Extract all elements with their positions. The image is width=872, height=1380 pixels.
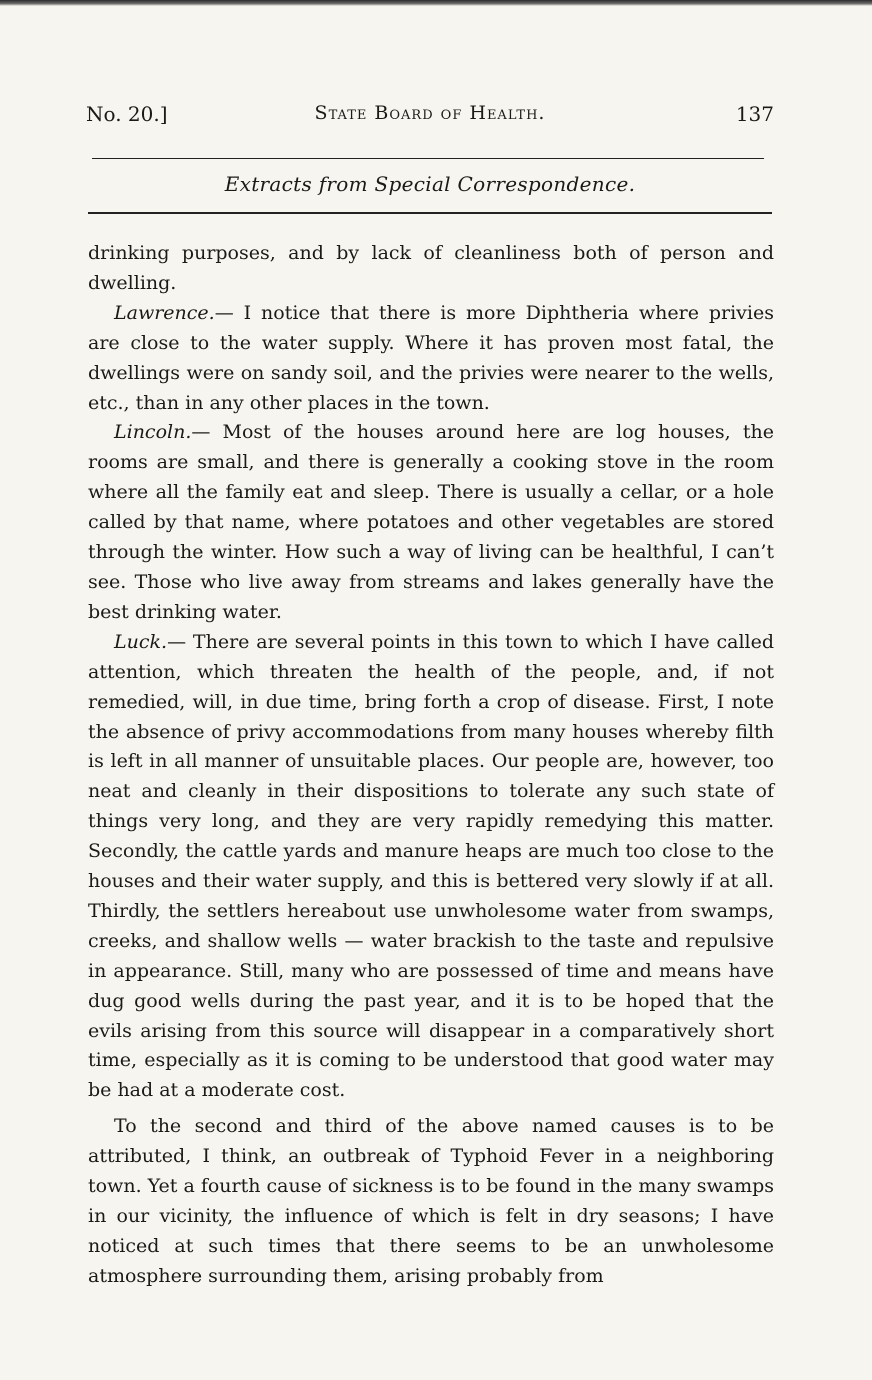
paragraph-text: — There are several points in this town to which I have called attention, which threaten the health of the people, and, if not remedied, will, in due time, bring forth a crop of disease. First, I note the absence of privy accommodations from many houses whereby filth is left in all manner of unsuitable places. Our people are, however, too neat and cleanly in their dispositions to tolerate any such state of things very long, and they are very rapidly remedying this matter. Secondly, the cattle yards and manure heaps are much too close to the houses and their water supply, and this is bettered very slowly if at all. Thirdly, the settlers hereabout use unwholesome water from swamps, creeks, and shallow wells — water brackish to the taste and repulsive in appearance. Still, many who are possessed of time and means have dug good wells during the past year, and it is to be hoped that the evils arising from this source will disappear in a comparatively short time, especially as it is coming to be understood that good water may be had at a moderate cost. — [88, 630, 774, 1102]
place-name-lawrence: Lawrence. — [114, 301, 215, 324]
document-number: No. 20.] — [86, 102, 168, 126]
paragraph-luck — [88, 628, 774, 1107]
header-rule-top — [92, 158, 764, 159]
paragraph-text: drinking purposes, and by lack of cleanliness both of person and dwelling. — [88, 242, 774, 294]
header-rule-bottom — [88, 212, 772, 214]
paragraph-text: To the second and third of the above named causes is to be attributed, I think, an outbreak of Typhoid Fever in a neighboring town. Yet a fourth cause of sickness is to be found in the many swamps in our vicinity, the influence of which is felt in dry seasons; I have noticed at such times that there seems to be an unwholesome atmosphere surrounding them, arising probably from — [88, 1115, 774, 1287]
running-title: State Board of Health. — [314, 102, 546, 124]
paragraph-lawrence — [88, 299, 774, 419]
section-subheading: Extracts from Special Correspondence. — [224, 172, 636, 196]
body-text — [88, 239, 774, 1292]
paragraph-text: — Most of the houses around here are log houses, the rooms are small, and there is generally a cooking stove in the room where all the family eat and sleep. There is usually a cellar, or a hole called by that name, where potatoes and other vegetables are stored through the winter. How such a way of living can be healthful, I can’t see. Those who live away from streams and lakes generally have the best drinking water. — [88, 421, 774, 623]
place-name-lincoln: Lincoln. — [114, 421, 192, 444]
page-top-edge-shadow — [0, 0, 872, 6]
page-number: 137 — [735, 102, 774, 126]
running-header — [86, 102, 774, 132]
place-name-luck: Luck. — [114, 630, 168, 653]
paragraph-lincoln — [88, 418, 774, 627]
paragraph-causes — [88, 1112, 774, 1291]
paragraph-text: — I notice that there is more Diphtheria where privies are close to the water supply. Where it has proven most fatal, the dwellings were on sandy soil, and the privies were nearer to the wells, etc., than in any other places in the town. — [88, 301, 774, 414]
paragraph-continuation — [88, 239, 774, 299]
